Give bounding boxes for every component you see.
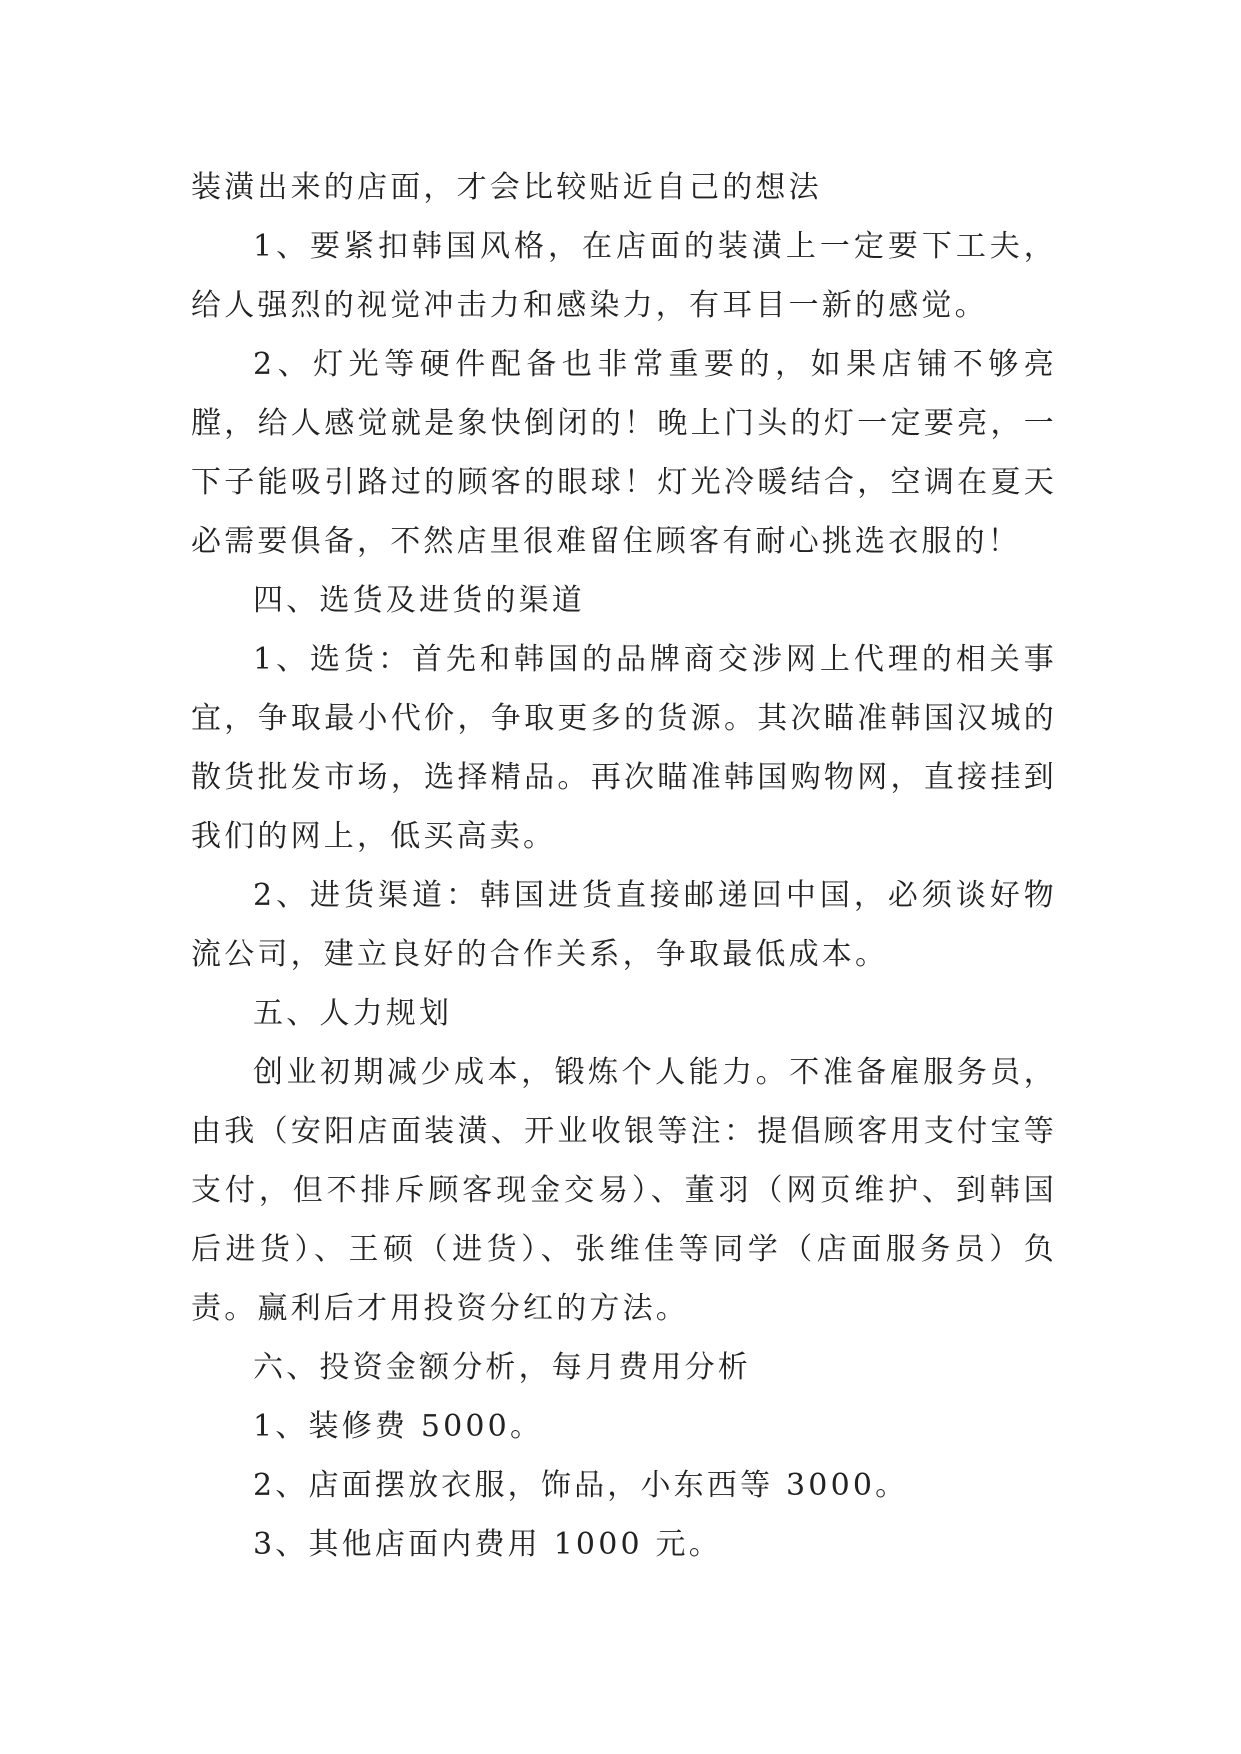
paragraph-display-cost: 2、店面摆放衣服，饰品，小东西等 3000。 xyxy=(253,1468,909,1503)
document-body xyxy=(191,158,1057,1574)
section-heading-staffing: 五、人力规划 xyxy=(253,996,453,1031)
paragraph-lighting: 2、灯光等硬件配备也非常重要的，如果店铺不够亮膛，给人感觉就是象快倒闭的！晚上门头的灯一定要亮，一下子能吸引路过的顾客的眼球！灯光冷暖结合，空调在夏天必需要俱备，不然店里很难留住顾客有耐心挑选衣服的！ xyxy=(191,347,1057,559)
paragraph-renovation-cost: 1、装修费 5000。 xyxy=(253,1409,544,1444)
paragraph-selection: 1、选货：首先和韩国的品牌商交涉网上代理的相关事宜，争取最小代价，争取更多的货源。其次瞄准韩国汉城的散货批发市场，选择精品。再次瞄准韩国购物网，直接挂到我们的网上，低买高卖。 xyxy=(191,642,1057,854)
paragraph-korean-style: 1、要紧扣韩国风格，在店面的装潢上一定要下工夫，给人强烈的视觉冲击力和感染力，有耳目一新的感觉。 xyxy=(191,229,1057,323)
paragraph-other-cost: 3、其他店面内费用 1000 元。 xyxy=(253,1527,722,1562)
paragraph-purchase-channel: 2、进货渠道：韩国进货直接邮递回中国，必须谈好物流公司，建立良好的合作关系，争取最低成本。 xyxy=(191,878,1057,972)
paragraph-continuation: 装潢出来的店面，才会比较贴近自己的想法 xyxy=(191,170,822,205)
section-heading-sourcing: 四、选货及进货的渠道 xyxy=(253,583,585,618)
section-heading-investment: 六、投资金额分析，每月费用分析 xyxy=(253,1350,751,1385)
paragraph-staffing: 创业初期减少成本，锻炼个人能力。不准备雇服务员，由我（安阳店面装潢、开业收银等注：提倡顾客用支付宝等支付，但不排斥顾客现金交易）、董羽（网页维护、到韩国后进货）、王硕（进货）、张维佳等同学（店面服务员）负责。赢利后才用投资分红的方法。 xyxy=(191,1055,1057,1326)
